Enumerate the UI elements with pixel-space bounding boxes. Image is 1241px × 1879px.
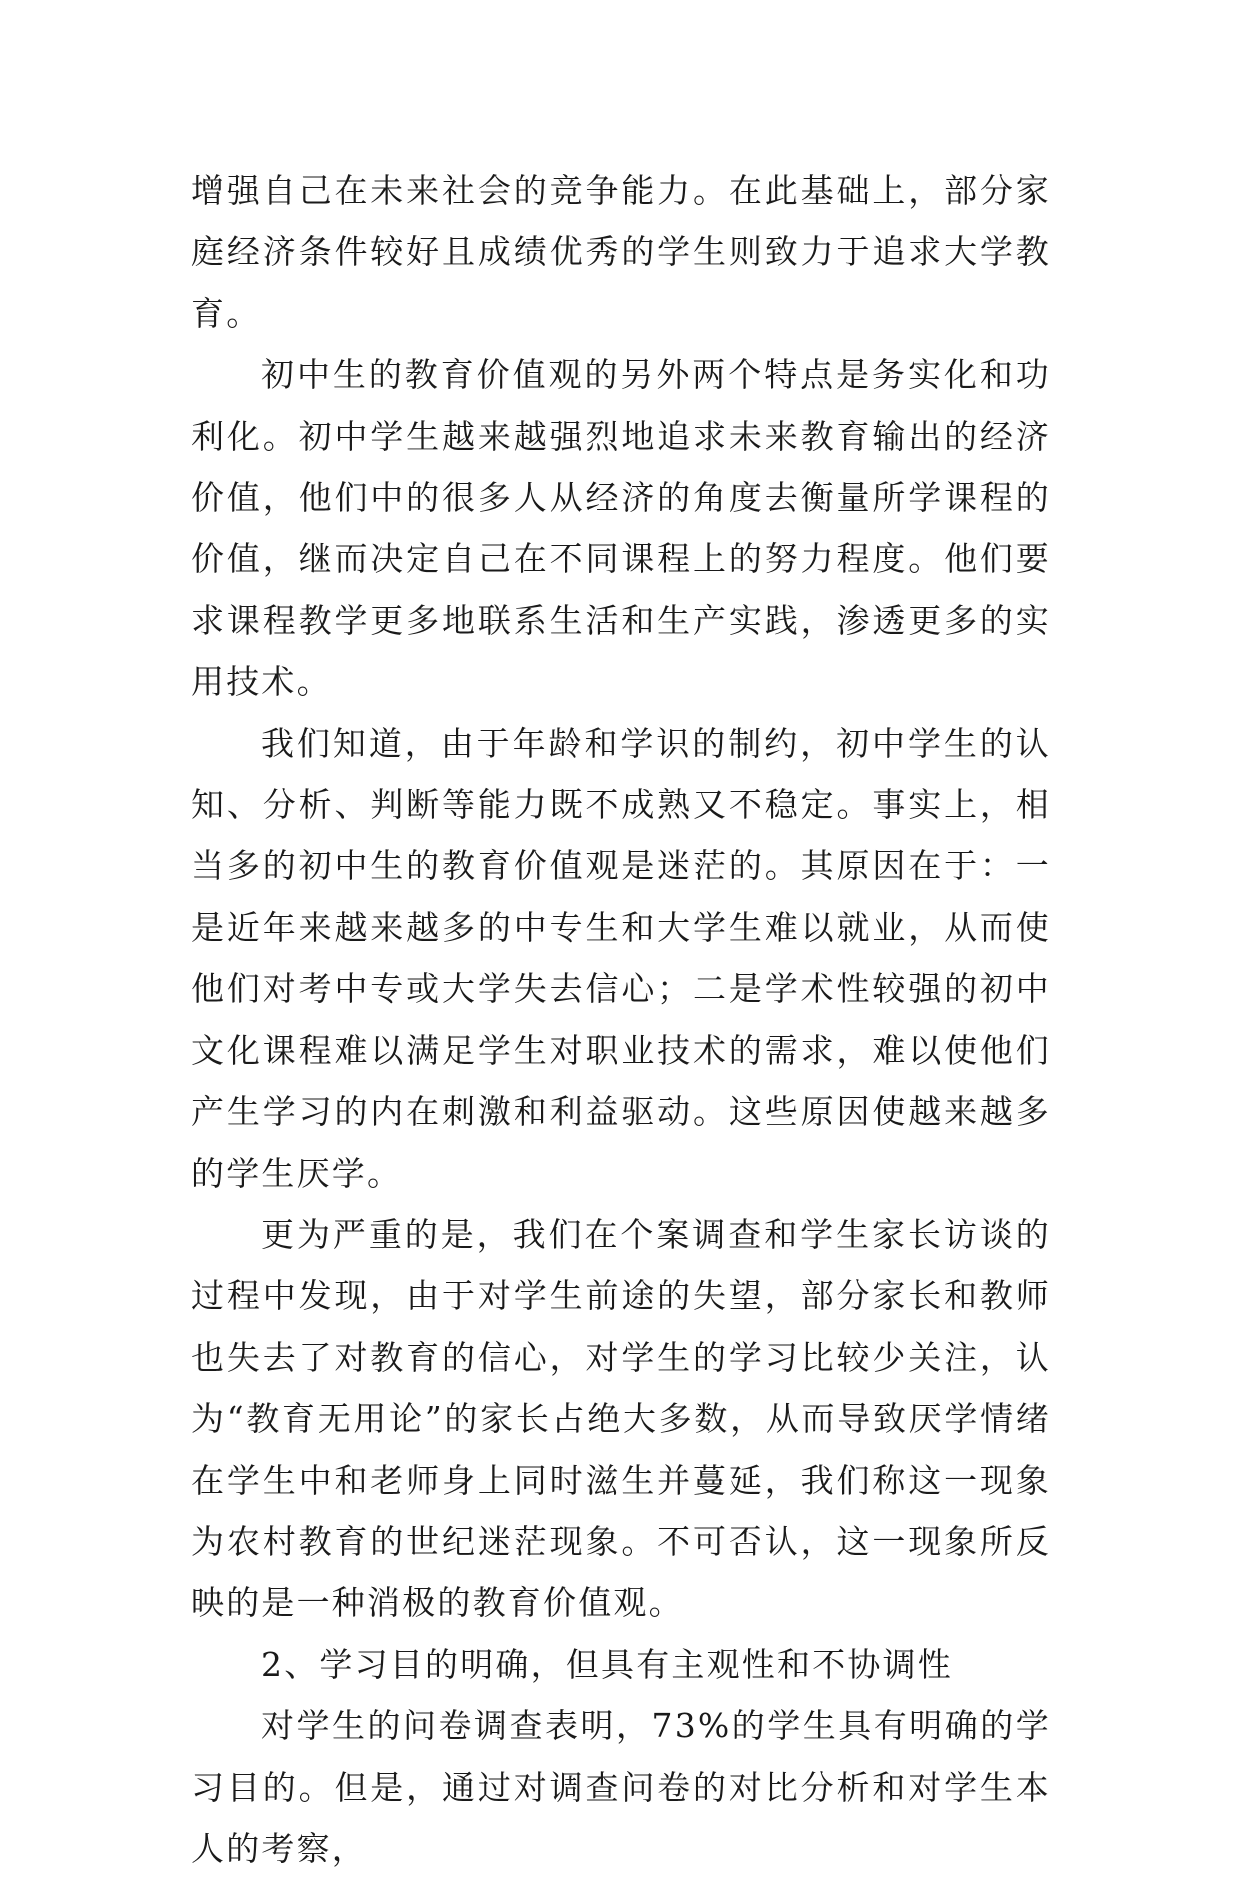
paragraph-2: 初中生的教育价值观的另外两个特点是务实化和功利化。初中学生越来越强烈地追求未来教育输出的经济价值，他们中的很多人从经济的角度去衡量所学课程的价值，继而决定自己在不同课程上的努力程度。他们要求课程教学更多地联系生活和生产实践，渗透更多的实用技术。 [191,355,1051,702]
paragraph-4: 更为严重的是，我们在个案调查和学生家长访谈的过程中发现，由于对学生前途的失望，部分家长和教师也失去了对教育的信心，对学生的学习比较少关注，认为“教育无用论”的家长占绝大多数，从而导致厌学情绪在学生中和老师身上同时滋生并蔓延，我们称这一现象为农村教育的世纪迷茫现象。不可否认，这一现象所反映的是一种消极的教育价值观。 [191,1214,1051,1623]
paragraph-1: 增强自己在未来社会的竞争能力。在此基础上，部分家庭经济条件较好且成绩优秀的学生则致力于追求大学教育。 [191,171,1051,333]
body-text [191,160,1051,1879]
paragraph-6: 对学生的问卷调查表明，73%的学生具有明确的学习目的。但是，通过对调查问卷的对比分析和对学生本人的考察， [191,1706,1051,1868]
paragraph-3: 我们知道，由于年龄和学识的制约，初中学生的认知、分析、判断等能力既不成熟又不稳定。事实上，相当多的初中生的教育价值观是迷茫的。其原因在于：一是近年来越来越多的中专生和大学生难以就业，从而使他们对考中专或大学失去信心；二是学术性较强的初中文化课程难以满足学生对职业技术的需求，难以使他们产生学习的内在刺激和利益驱动。这些原因使越来越多的学生厌学。 [191,723,1051,1193]
section-heading: 2、学习目的明确，但具有主观性和不协调性 [261,1644,953,1684]
